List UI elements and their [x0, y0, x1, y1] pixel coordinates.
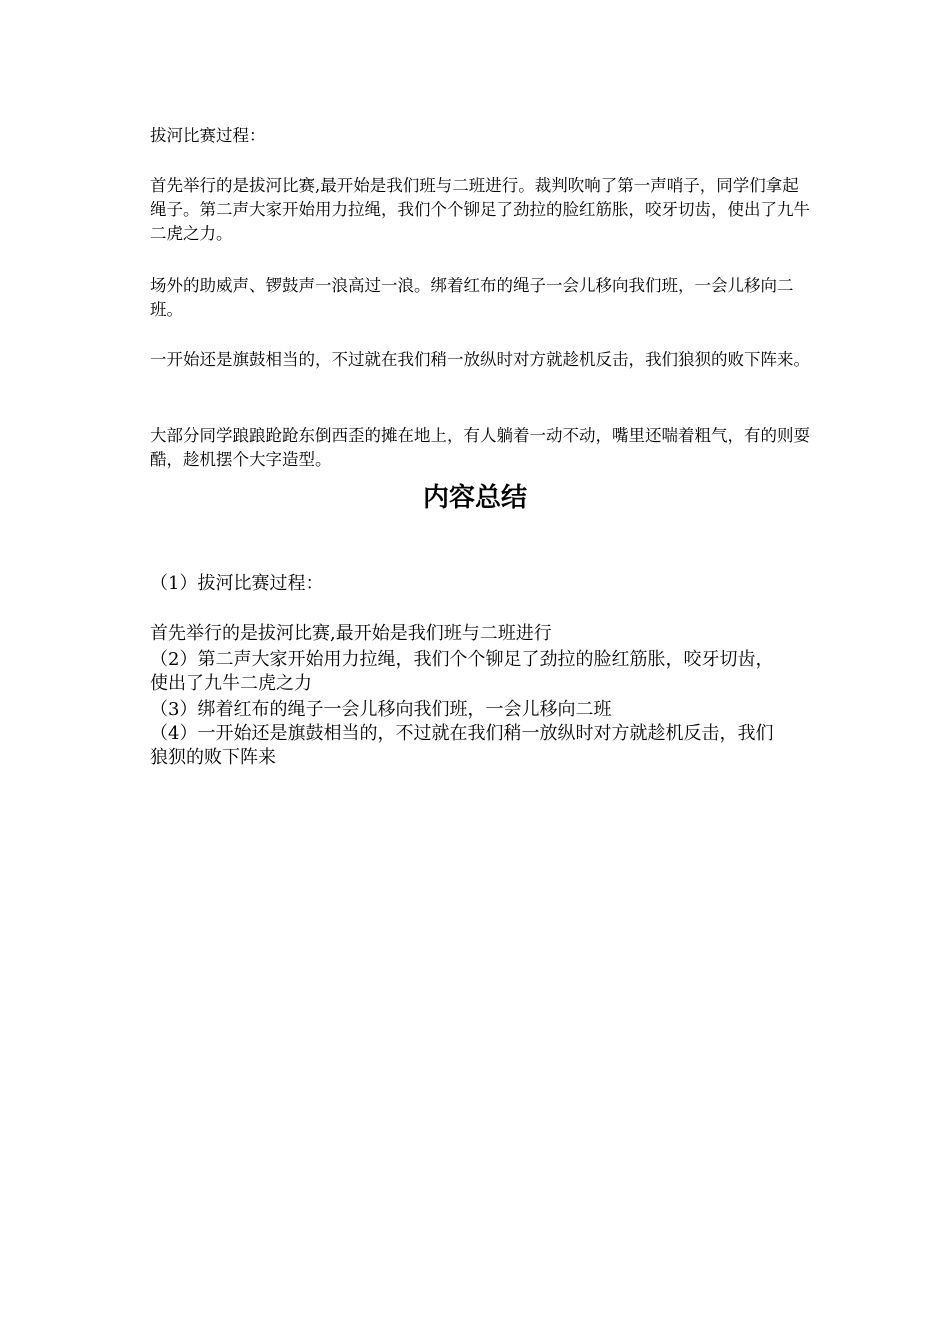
summary-item-2: （2）第二声大家开始用力拉绳，我们个个铆足了劲拉的脸红筋胀，咬牙切齿，使出了九牛二虎之力: [150, 649, 774, 694]
summary-item-1-detail: 首先举行的是拔河比赛,最开始是我们班与二班进行: [150, 623, 552, 644]
paragraph-1: 首先举行的是拔河比赛,最开始是我们班与二班进行。裁判吹响了第一声哨子，同学们拿起绳子。第二声大家开始用力拉绳，我们个个铆足了劲拉的脸红筋胀，咬牙切齿，使出了九牛二虎之力。: [150, 176, 810, 243]
summary-item-4: （4）一开始还是旗鼓相当的，不过就在我们稍一放纵时对方就趁机反击，我们狼狈的败下阵来: [150, 723, 774, 768]
paragraph-3: 一开始还是旗鼓相当的，不过就在我们稍一放纵时对方就趁机反击，我们狼狈的败下阵来。: [150, 350, 810, 369]
paragraph-4: 大部分同学踉踉跄跄东倒西歪的摊在地上，有人躺着一动不动，嘴里还喘着粗气，有的则耍酷，趁机摆个大字造型。: [150, 426, 810, 469]
section-heading: 拔河比赛过程：: [150, 126, 266, 145]
summary-item-3: （3）绑着红布的绳子一会儿移向我们班，一会儿移向二班: [150, 699, 612, 720]
summary-title: 内容总结: [422, 483, 527, 513]
paragraph-2: 场外的助威声、锣鼓声一浪高过一浪。绑着红布的绳子一会儿移向我们班，一会儿移向二班。: [150, 276, 794, 319]
summary-item-1: （1）拔河比赛过程：: [150, 573, 324, 594]
